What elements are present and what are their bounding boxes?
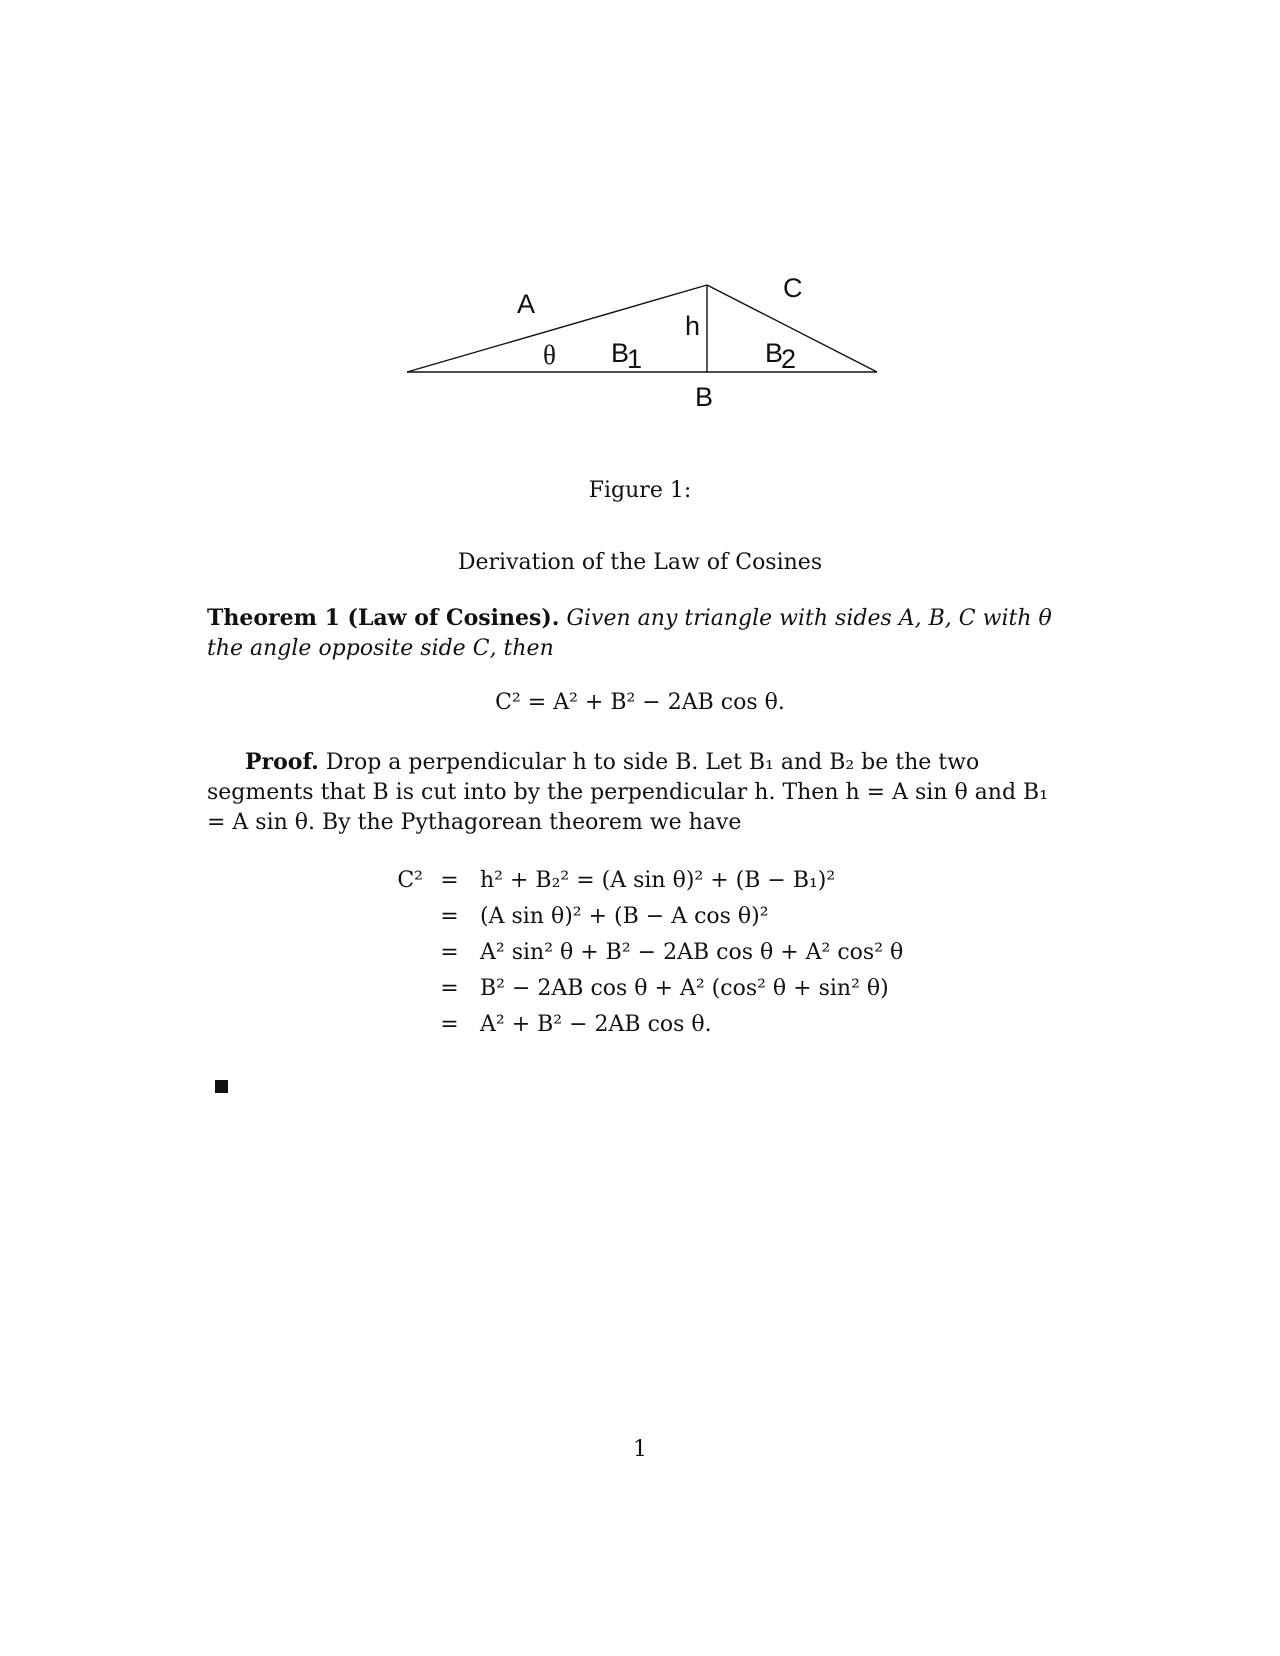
figure-subcaption: Derivation of the Law of Cosines [457,550,823,575]
figure-caption: Figure 1: [588,478,692,503]
equation-rhs: B² − 2AB cos θ + A² (cos² θ + sin² θ) [480,975,889,1001]
equation-row [380,862,903,898]
equation-rhs: (A sin θ)² + (B − A cos θ)² [480,903,769,929]
theorem-text-4: , then [489,636,554,661]
theorem-text-2: with [982,606,1032,631]
proof-heading: Proof. [245,749,319,775]
equation-relation: = [440,1011,459,1037]
equation-array [380,862,903,1042]
label-theta: θ [543,340,556,370]
equation-relation: = [440,903,459,929]
equation-lhs [380,898,427,934]
qed-square-icon [215,1080,228,1093]
equation-rhs: A² sin² θ + B² − 2AB cos θ + A² cos² θ [480,939,904,965]
triangle-diagram [395,270,895,420]
equation-row [380,898,903,934]
label-b2: B2 [765,338,797,374]
equation-rhs: A² + B² − 2AB cos θ. [480,1011,712,1037]
equation-lhs [380,934,427,970]
label-a: A [517,289,536,319]
law-of-cosines-equation: C² = A² + B² − 2AB cos θ. [495,690,785,715]
equation-lhs: C² [397,867,423,893]
page-number: 1 [633,1437,647,1462]
equation-relation: = [440,975,459,1001]
theorem-block [207,603,1073,664]
label-c: C [783,273,803,303]
theorem-sides: A, B, C [898,606,976,631]
equation-rhs: h² + B₂² = (A sin θ)² + (B − B₁)² [480,867,836,893]
equation-lhs [380,1006,427,1042]
equation-relation: = [440,939,459,965]
equation-row [380,1006,903,1042]
label-b: B [695,382,714,412]
equation-relation: = [440,867,459,893]
proof-block [207,747,1073,838]
equation-row [380,970,903,1006]
theorem-side-c: C [472,636,490,661]
triangle-figure [395,270,895,420]
equation-row [380,934,903,970]
theorem-theta: θ [1038,606,1052,631]
theorem-text-3: the angle opposite side [207,636,466,661]
label-b1: B1 [611,338,643,374]
label-h: h [685,311,701,341]
side-a-line [407,285,707,372]
equation-lhs [380,970,427,1006]
theorem-text-1: Given any triangle with sides [566,606,892,631]
theorem-heading: Theorem 1 (Law of Cosines). [207,605,560,631]
proof-text: Drop a perpendicular h to side B. Let B₁ and B₂ be the two segments that B is cut into by the perpendicular h. Then h = A sin θ and B₁ = A sin θ. By the Pythagorean theorem we have [207,750,1049,835]
